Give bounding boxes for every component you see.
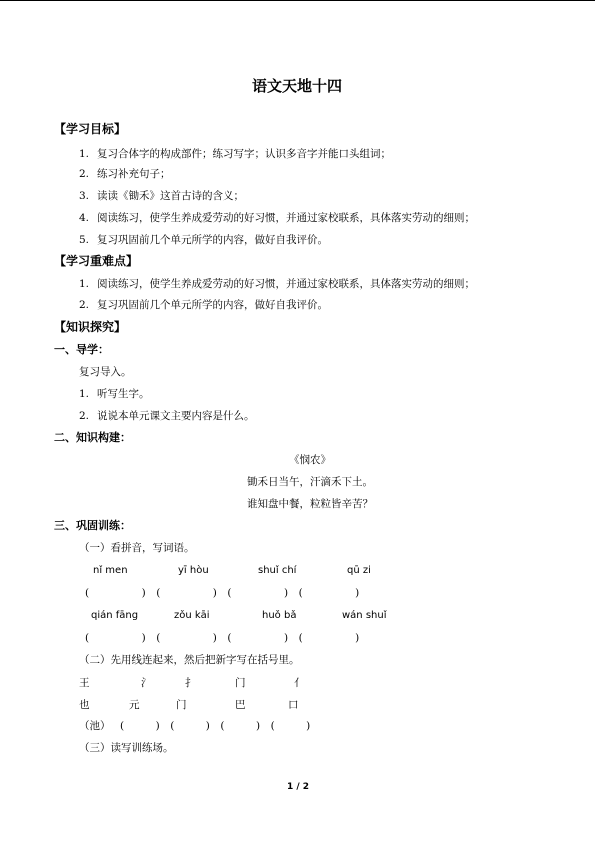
answer-brackets-row-1[interactable]: ( ) ( ) ( ) ( ) — [85, 587, 360, 599]
goal-item-3: 读读《锄禾》这首古诗的含义； — [97, 190, 244, 202]
radical-3: 扌 — [185, 677, 196, 689]
answer-brackets-row-2[interactable]: ( ) ( ) ( ) ( ) — [85, 632, 360, 644]
radical-4: 门 — [235, 677, 246, 689]
guide-num-1: 1. — [79, 388, 90, 400]
example-answer: （池） — [79, 720, 111, 732]
guide-item-2: 说说本单元课文主要内容是什么。 — [97, 410, 255, 422]
goal-num-1: 1. — [79, 148, 90, 160]
pinyin-2-3: huǒ bǎ — [262, 610, 297, 621]
subsection-title-practice: 三、巩固训练： — [54, 519, 131, 532]
poem-line-1: 锄禾日当午，汗滴禾下土。 — [247, 476, 373, 488]
pinyin-2-1: qián fāng — [91, 610, 139, 621]
pinyin-1-1: nǐ men — [93, 565, 128, 576]
char-part-1: 也 — [79, 699, 90, 711]
exercise-2-label: （二）先用线连起来，然后把新字写在括号里。 — [79, 654, 300, 666]
pinyin-2-2: zǒu kāi — [174, 610, 210, 621]
key-point-1: 阅读练习，使学生养成爱劳动的好习惯，并通过家校联系，具体落实劳动的细则； — [97, 278, 475, 290]
poem-line-2: 谁知盘中餐，粒粒皆辛苦？ — [247, 498, 373, 510]
goal-item-5: 复习巩固前几个单元所学的内容，做好自我评价。 — [97, 234, 328, 246]
guide-num-2: 2. — [79, 410, 90, 422]
pinyin-2-4: wán shuǐ — [342, 610, 387, 621]
exercise-3-label: （三）读写训练场。 — [79, 742, 174, 754]
goal-num-2: 2. — [79, 168, 90, 180]
exercise-1-label: （一）看拼音，写词语。 — [79, 542, 195, 554]
page-title: 语文天地十四 — [251, 77, 343, 95]
char-part-2: 元 — [129, 699, 140, 711]
section-header-key-points: 【学习重难点】 — [54, 254, 139, 268]
char-part-5: 口 — [288, 699, 299, 711]
char-part-4: 巴 — [235, 699, 246, 711]
goal-num-5: 5. — [79, 234, 90, 246]
subsection-title-guide: 一、导学： — [54, 343, 109, 356]
goal-item-4: 阅读练习，使学生养成爱劳动的好习惯，并通过家校联系，具体落实劳动的细则； — [97, 212, 475, 224]
page-number: 1 / 2 — [286, 782, 310, 792]
pinyin-1-3: shuǐ chí — [258, 565, 297, 576]
key-point-num-1: 1. — [79, 278, 90, 290]
page-top-border — [0, 0, 595, 1]
pinyin-1-4: qū zi — [347, 565, 371, 576]
key-point-num-2: 2. — [79, 299, 90, 311]
subsection-title-build: 二、知识构建： — [54, 431, 131, 444]
goal-num-3: 3. — [79, 190, 90, 202]
pinyin-1-2: yī hòu — [178, 565, 209, 576]
section-header-goals: 【学习目标】 — [54, 122, 127, 136]
char-part-3: 门 — [176, 699, 187, 711]
radical-5: 亻 — [294, 677, 305, 689]
section-header-explore: 【知识探究】 — [54, 320, 127, 334]
goal-item-1: 复习合体字的构成部件；练习写字；认识多音字并能口头组词； — [97, 148, 391, 160]
radical-2: 氵 — [141, 677, 152, 689]
poem-title: 《悯农》 — [289, 454, 331, 466]
guide-item-1: 听写生字。 — [97, 388, 150, 400]
guide-intro: 复习导入。 — [79, 366, 132, 378]
key-point-2: 复习巩固前几个单元所学的内容，做好自我评价。 — [97, 299, 328, 311]
new-char-blanks[interactable]: ( ) ( ) ( ) ( ) — [120, 720, 311, 732]
radical-1: 王 — [79, 677, 90, 689]
goal-num-4: 4. — [79, 212, 90, 224]
goal-item-2: 练习补充句子； — [97, 168, 171, 180]
